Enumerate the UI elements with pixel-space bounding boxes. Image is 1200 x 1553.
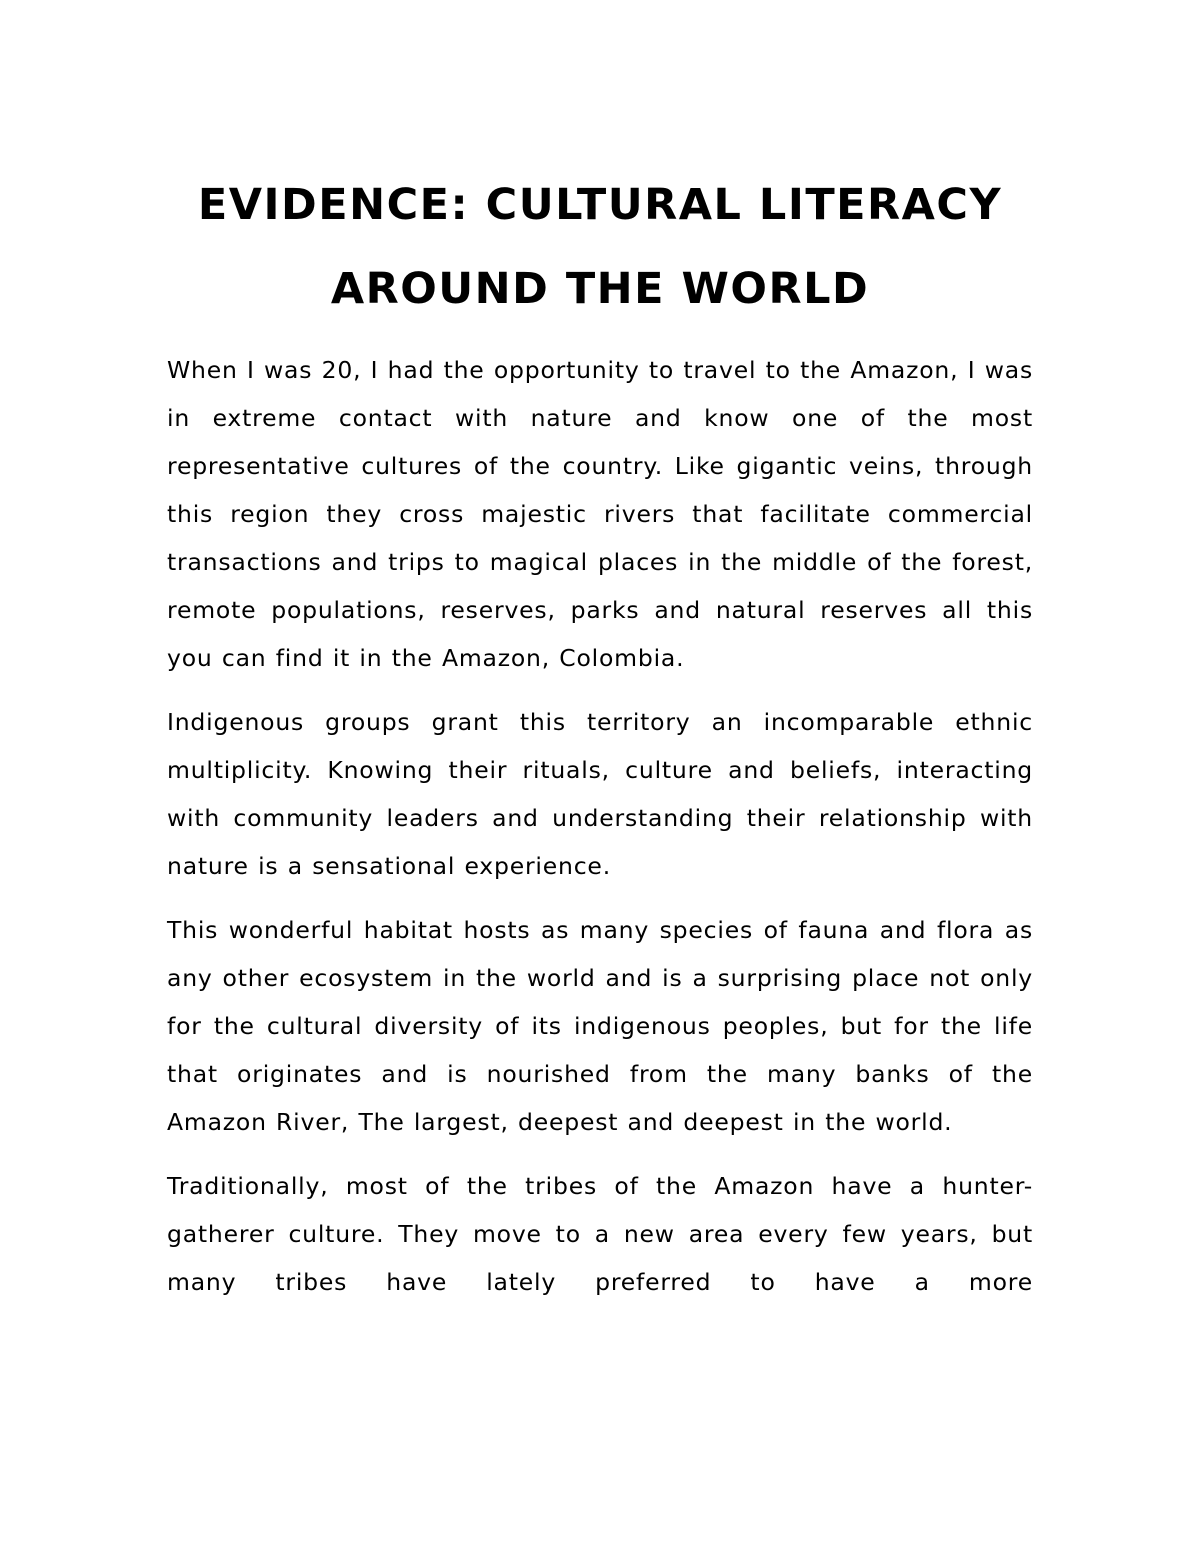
paragraph-1: When I was 20, I had the opportunity to travel to the Amazon, I was in extreme contact with nature and know one of the most representative cultures of the country. Like gigantic veins, through this region they cross majestic rivers that facilitate commercial transactions and trips to magical places in the middle of the forest, remote populations, reserves, parks and natural reserves all this you can find it in the Amazon, Colombia.	[167, 356, 1033, 672]
document-title	[167, 163, 1033, 331]
title-line-2: AROUND THE WORLD	[330, 264, 870, 314]
document-page	[167, 163, 1033, 1306]
paragraph-3: This wonderful habitat hosts as many species of fauna and flora as any other ecosystem in the world and is a surprising place not only for the cultural diversity of its indigenous peoples, but for the life that originates and is nourished from the many banks of the Amazon River, The largest, deepest and deepest in the world.	[167, 916, 1033, 1136]
paragraph-2: Indigenous groups grant this territory an incomparable ethnic multiplicity. Knowing their rituals, culture and beliefs, interacting with community leaders and understanding their relationship with nature is a sensational experience.	[167, 708, 1033, 880]
paragraph-4: Traditionally, most of the tribes of the Amazon have a hunter-gatherer culture. They move to a new area every few years, but many tribes have lately preferred to have a more	[167, 1172, 1033, 1296]
title-line-1: EVIDENCE: CULTURAL LITERACY	[197, 180, 1003, 230]
